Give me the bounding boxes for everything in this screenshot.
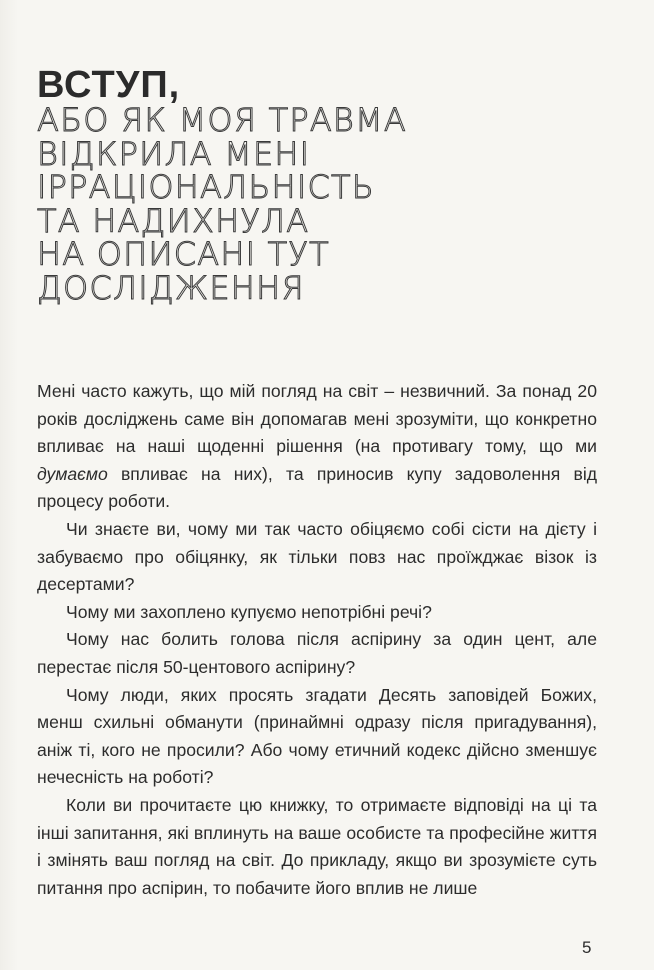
paragraph-2: Чи знаєте ви, чому ми так часто обіцяємо собі сісти на дієту і забуваємо про обіцянку, як тільки повз нас проїжджає візок із десертами? bbox=[37, 518, 597, 595]
page-number: 5 bbox=[582, 938, 592, 957]
chapter-subtitle-line-5: НА ОПИСАНІ ТУТ bbox=[37, 235, 330, 273]
paragraph-4: Чому нас болить голова після аспірину за один цент, але перестає після 50-центового аспірину? bbox=[37, 629, 597, 677]
chapter-subtitle-line-4: ТА НАДИХНУЛА bbox=[37, 201, 310, 240]
paragraph-1 bbox=[37, 378, 597, 516]
chapter-subtitle-line-6: ДОСЛІДЖЕННЯ bbox=[37, 268, 305, 307]
chapter-title-bold: ВСТУП, bbox=[37, 64, 181, 106]
paragraph-1-text-start: Мені часто кажуть, що мій погляд на світ – незвичний. За понад 20 років досліджень саме він допомагав мені зрозуміти, що конкретно впливає на наші щоденні рішення (на противагу тому, що ми bbox=[37, 381, 597, 457]
paragraph-6: Коли ви прочитаєте цю книжку, то отримаєте відповіді на ці та інші запитання, які вплинуть на ваше особисте та професійне життя і змінять ваш погляд на світ. До прикладу, якщо ви зрозумієте суть питання про аспірин, то побачите його вплив не лише bbox=[37, 794, 597, 898]
paragraph-3: Чому ми захоплено купуємо непотрібні речі? bbox=[66, 601, 432, 622]
paragraph-1-italic: думаємо bbox=[37, 463, 108, 484]
body-text bbox=[37, 378, 597, 902]
chapter-subtitle-line-3: ІРРАЦІОНАЛЬНІСТЬ bbox=[37, 168, 375, 206]
paragraph-5: Чому люди, яких просять згадати Десять заповідей Божих, менш схильні обманути (принаймні одразу після пригадування), аніж ті, кого не просили? Або чому етичний кодекс дійсно зменшує нечесність на роботі? bbox=[37, 684, 597, 788]
paragraph-1-text-end: впливає на них), та приносив купу задоволення від процесу роботи. bbox=[37, 463, 597, 512]
chapter-heading bbox=[37, 66, 597, 305]
chapter-subtitle-line-1: АБО ЯК МОЯ ТРАВМА bbox=[37, 101, 407, 139]
chapter-subtitle-line-2: ВІДКРИЛА МЕНІ bbox=[37, 134, 311, 173]
